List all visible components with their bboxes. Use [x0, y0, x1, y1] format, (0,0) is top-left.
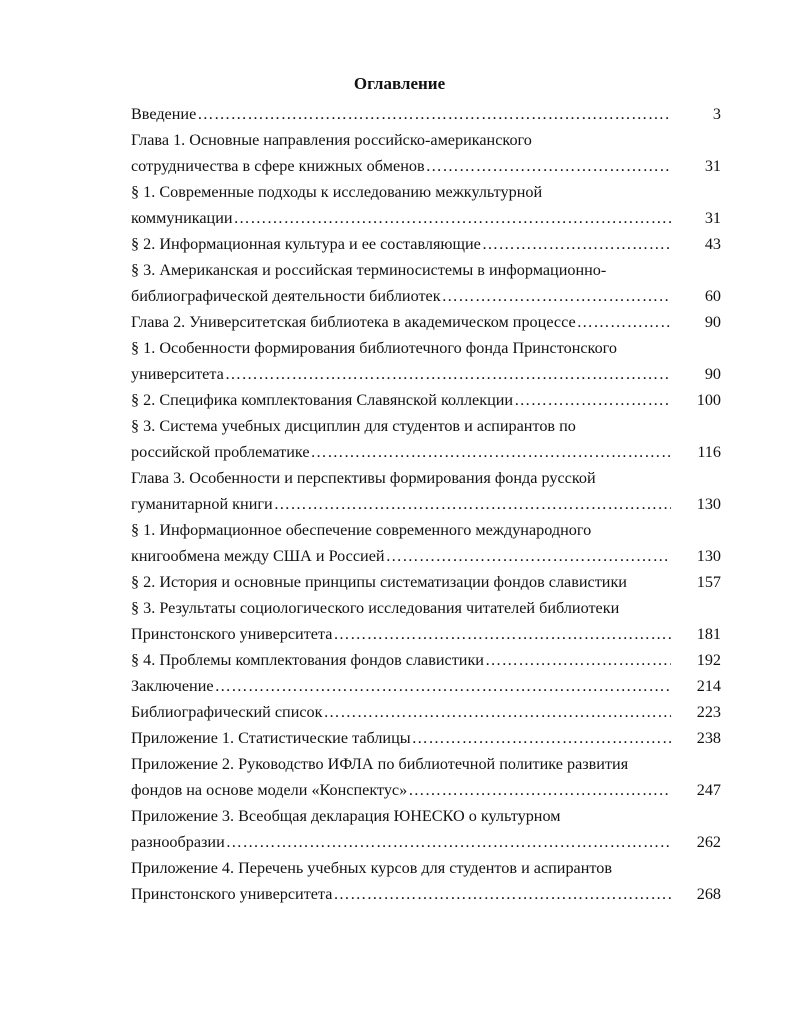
toc-entry-title-line: фондов на основе модели «Конспектус»: [131, 781, 408, 799]
toc-page-number: 3: [712, 105, 721, 123]
toc-entry-title-line: российской проблематике: [131, 443, 310, 461]
toc-entry-title-line: § 3. Система учебных дисциплин для студентов и аспирантов по: [131, 417, 576, 435]
toc-entry-title-line: Приложение 3. Всеобщая декларация ЮНЕСКО о культурном: [131, 807, 561, 825]
toc-entry-title-line: § 3. Результаты социологического исследования читателей библиотеки: [131, 599, 620, 617]
dot-leader: [197, 101, 671, 127]
toc-entry-title-line: библиографической деятельности библиотек: [131, 287, 441, 305]
toc-page-number: 60: [704, 287, 721, 305]
toc-page-number: 100: [696, 391, 721, 409]
toc-entry-title-line: § 2. Информационная культура и ее составляющие: [131, 235, 481, 253]
toc-entry-title-line: § 2. История и основные принципы систематизации фондов славистики: [131, 573, 627, 591]
toc-entry-title-line: сотрудничества в сфере книжных обменов: [131, 157, 425, 175]
toc-entry: [131, 803, 721, 855]
toc-entry-title-line: § 4. Проблемы комплектования фондов славистики: [131, 651, 484, 669]
toc-entry-final-line: [131, 231, 721, 257]
toc-entry-final-line: [131, 439, 721, 465]
toc-entry-final-line: [131, 647, 721, 673]
toc-entry: [131, 751, 721, 803]
toc-entry: [131, 413, 721, 465]
toc-page-number: 238: [696, 729, 721, 747]
dot-leader: [426, 153, 671, 179]
toc-page-number: 247: [696, 781, 721, 799]
dot-leader: [485, 647, 671, 673]
toc-entry-final-line: [131, 777, 721, 803]
toc-entry-final-line: [131, 569, 721, 595]
dot-leader: [324, 699, 672, 725]
toc-page-number: 90: [704, 365, 721, 383]
toc-entry-title-line: § 1. Информационное обеспечение современного международного: [131, 521, 592, 539]
toc-entry-final-line: [131, 829, 721, 855]
dot-leader: [442, 283, 671, 309]
dot-leader: [234, 205, 671, 231]
toc-entry: [131, 465, 721, 517]
toc-page-number: 223: [696, 703, 721, 721]
dot-leader: [274, 491, 671, 517]
toc-entry-title-line: Приложение 1. Статистические таблицы: [131, 729, 411, 747]
toc-entry-final-line: [131, 621, 721, 647]
toc-page-number: 43: [704, 235, 721, 253]
toc-entry-final-line: [131, 283, 721, 309]
toc-page-number: 31: [704, 209, 721, 227]
toc-entry: [131, 673, 721, 699]
toc-entry-title-line: коммуникации: [131, 209, 233, 227]
toc-entry-final-line: [131, 309, 721, 335]
toc-entry-title-line: гуманитарной книги: [131, 495, 273, 513]
toc-entry-final-line: [131, 361, 721, 387]
dot-leader: [482, 231, 671, 257]
toc-entry: [131, 699, 721, 725]
toc-page-number: 130: [696, 495, 721, 513]
toc-entry-title-line: книгообмена между США и Россией: [131, 547, 385, 565]
toc-entry-final-line: [131, 543, 721, 569]
toc-page-number: 268: [696, 885, 721, 903]
toc-entry-title-line: Приложение 4. Перечень учебных курсов для студентов и аспирантов: [131, 859, 613, 877]
toc-page-number: 192: [696, 651, 721, 669]
dot-leader: [333, 621, 671, 647]
toc-entry-final-line: [131, 205, 721, 231]
dot-leader: [408, 777, 671, 803]
toc-entry-title-line: разнообразии: [131, 833, 225, 851]
toc-entry-title-line: § 2. Специфика комплектования Славянской коллекции: [131, 391, 514, 409]
toc-entry-title-line: Заключение: [131, 677, 214, 695]
toc-entry: [131, 855, 721, 907]
toc-entry-final-line: [131, 673, 721, 699]
toc-page-number: 31: [704, 157, 721, 175]
toc-page-number: 262: [696, 833, 721, 851]
toc-list: [131, 101, 721, 907]
dot-leader: [514, 387, 671, 413]
toc-entry-final-line: [131, 881, 721, 907]
toc-entry: [131, 647, 721, 673]
toc-entry-title-line: Приложение 2. Руководство ИФЛА по библиотечной политике развития: [131, 755, 629, 773]
dot-leader: [577, 309, 671, 335]
dot-leader: [412, 725, 671, 751]
toc-entry-title-line: § 1. Особенности формирования библиотечного фонда Принстонского: [131, 339, 618, 357]
toc-page-number: 181: [696, 625, 721, 643]
toc-entry: [131, 725, 721, 751]
toc-entry: [131, 257, 721, 309]
toc-entry: [131, 231, 721, 257]
toc-entry-final-line: [131, 699, 721, 725]
toc-entry-final-line: [131, 387, 721, 413]
toc-page-number: 90: [704, 313, 721, 331]
toc-entry-title-line: Принстонского университета: [131, 625, 333, 643]
toc-entry-final-line: [131, 153, 721, 179]
toc-entry-title-line: Глава 2. Университетская библиотека в академическом процессе: [131, 313, 576, 331]
toc-entry: [131, 101, 721, 127]
toc-page-number: 214: [696, 677, 721, 695]
toc-entry: [131, 127, 721, 179]
toc-entry-final-line: [131, 491, 721, 517]
toc-entry: [131, 335, 721, 387]
dot-leader: [386, 543, 671, 569]
toc-entry: [131, 569, 721, 595]
toc-entry: [131, 179, 721, 231]
toc-entry-title-line: § 3. Американская и российская терминосистемы в информационно-: [131, 261, 607, 279]
toc-entry: [131, 387, 721, 413]
dot-leader: [333, 881, 671, 907]
toc-title: Оглавление: [353, 74, 446, 93]
dot-leader: [215, 673, 671, 699]
toc-entry-title-line: Глава 3. Особенности и перспективы формирования фонда русской: [131, 469, 596, 487]
toc-entry-title-line: Введение: [131, 105, 197, 123]
toc-entry-title-line: Принстонского университета: [131, 885, 333, 903]
dot-leader: [225, 361, 671, 387]
toc-entry: [131, 517, 721, 569]
dot-leader: [311, 439, 671, 465]
toc-entry-title-line: § 1. Современные подходы к исследованию межкультурной: [131, 183, 543, 201]
toc-page-number: 157: [696, 573, 721, 591]
toc-entry-title-line: Библиографический список: [131, 703, 323, 721]
toc-entry-final-line: [131, 101, 721, 127]
toc-entry-final-line: [131, 725, 721, 751]
dot-leader: [226, 829, 671, 855]
toc-entry: [131, 595, 721, 647]
toc-entry-title-line: университета: [131, 365, 224, 383]
toc-page-number: 116: [697, 443, 721, 461]
toc-page-number: 130: [696, 547, 721, 565]
toc-entry: [131, 309, 721, 335]
toc-entry-title-line: Глава 1. Основные направления российско-американского: [131, 131, 532, 149]
